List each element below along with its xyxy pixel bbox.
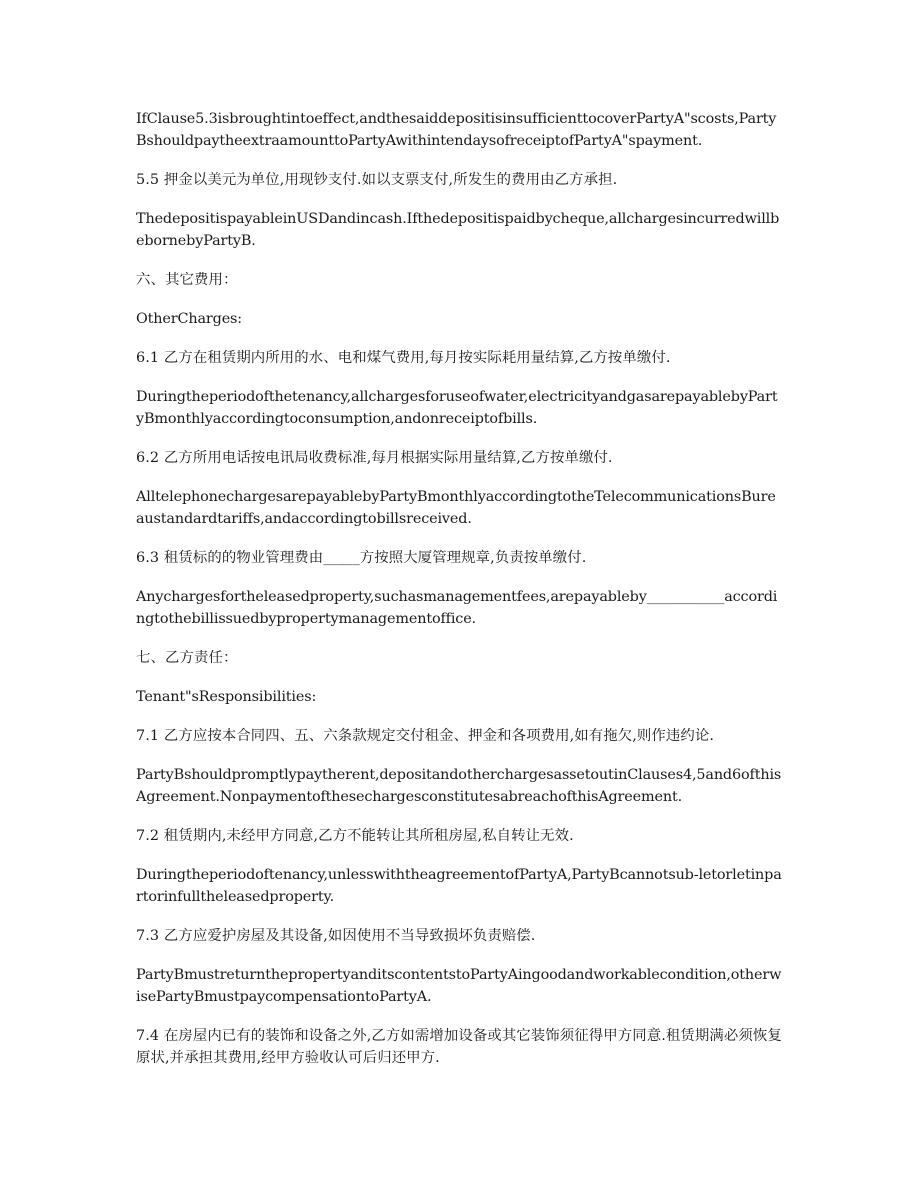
paragraph-clause-5-5-en: ThedepositispayableinUSDandincash.Ifthedepositispaidbycheque,allchargesincurredwillbebornebyPartyB.: [136, 211, 780, 249]
paragraph-clause-6-3-zh: 6.3 租赁标的的物业管理费由_____方按照大厦管理规章,负责按单缴付.: [136, 550, 587, 566]
paragraph-clause-6-2-en: AlltelephonechargesarepayablebyPartyBmonthlyaccordingtotheTelecommunicationsBureaustandardtariffs,andaccordingtobillsreceived.: [136, 489, 776, 527]
paragraph-clause-6-2-zh: 6.2 乙方所用电话按电讯局收费标准,每月根据实际用量结算,乙方按单缴付.: [136, 450, 613, 466]
paragraph-clause-7-2-zh: 7.2 租赁期内,未经甲方同意,乙方不能转让其所租房屋,私自转让无效.: [136, 828, 574, 844]
paragraph-clause-6-1-zh: 6.1 乙方在租赁期内所用的水、电和煤气费用,每月按实际耗用量结算,乙方按单缴付.: [136, 350, 671, 366]
paragraph-clause-7-3-zh: 7.3 乙方应爱护房屋及其设备,如因使用不当导致损坏负责赔偿.: [136, 928, 536, 944]
section-heading-7-en: Tenant"sResponsibilities:: [136, 689, 317, 705]
paragraph-clause-7-1-en: PartyBshouldpromptlypaytherent,depositandotherchargesassetoutinClauses4,5and6ofthisAgreement.NonpaymentofthesechargesconstitutesabreachofthisAgreement.: [136, 767, 782, 805]
section-heading-6-en: OtherCharges:: [136, 311, 242, 327]
paragraph-clause-6-3-en: Anychargesfortheleasedproperty,suchasmanagementfees,arepayableby___________accordingtothebillissuedbypropertymanagementoffice.: [136, 589, 778, 627]
section-heading-7-zh: 七、乙方责任：: [136, 650, 238, 666]
section-heading-6-zh: 六、其它费用：: [136, 272, 238, 288]
paragraph-clause-7-4-zh: 7.4 在房屋内已有的装饰和设备之外,乙方如需增加设备或其它装饰须征得甲方同意.租赁期满必须恢复原状,并承担其费用,经甲方验收认可后归还甲方.: [136, 1028, 782, 1066]
document-page: [136, 108, 784, 1086]
paragraph-clause-6-1-en: Duringtheperiodofthetenancy,allchargesforuseofwater,electricityandgasarepayablebyPartyBmonthlyaccordingtoconsumption,andonreceiptofbills.: [136, 389, 778, 427]
paragraph-clause-7-3-en: PartyBmustreturnthepropertyanditscontentstoPartyAingoodandworkablecondition,otherwisePartyBmustpaycompensationtoPartyA.: [136, 967, 782, 1005]
paragraph-clause-7-1-zh: 7.1 乙方应按本合同四、五、六条款规定交付租金、押金和各项费用,如有拖欠,则作违约论.: [136, 728, 715, 744]
paragraph-clause-5-4-en: IfClause5.3isbroughtintoeffect,andthesaiddepositisinsufficienttocoverPartyA"scosts,PartyBshouldpaytheextraamounttoPartyAwithintendaysofreceiptofPartyA"spayment.: [136, 111, 777, 149]
paragraph-clause-7-2-en: Duringtheperiodoftenancy,unlesswiththeagreementofPartyA,PartyBcannotsub-letorletinpartorinfulltheleasedproperty.: [136, 867, 782, 905]
paragraph-clause-5-5-zh: 5.5 押金以美元为单位,用现钞支付.如以支票支付,所发生的费用由乙方承担.: [136, 172, 618, 188]
